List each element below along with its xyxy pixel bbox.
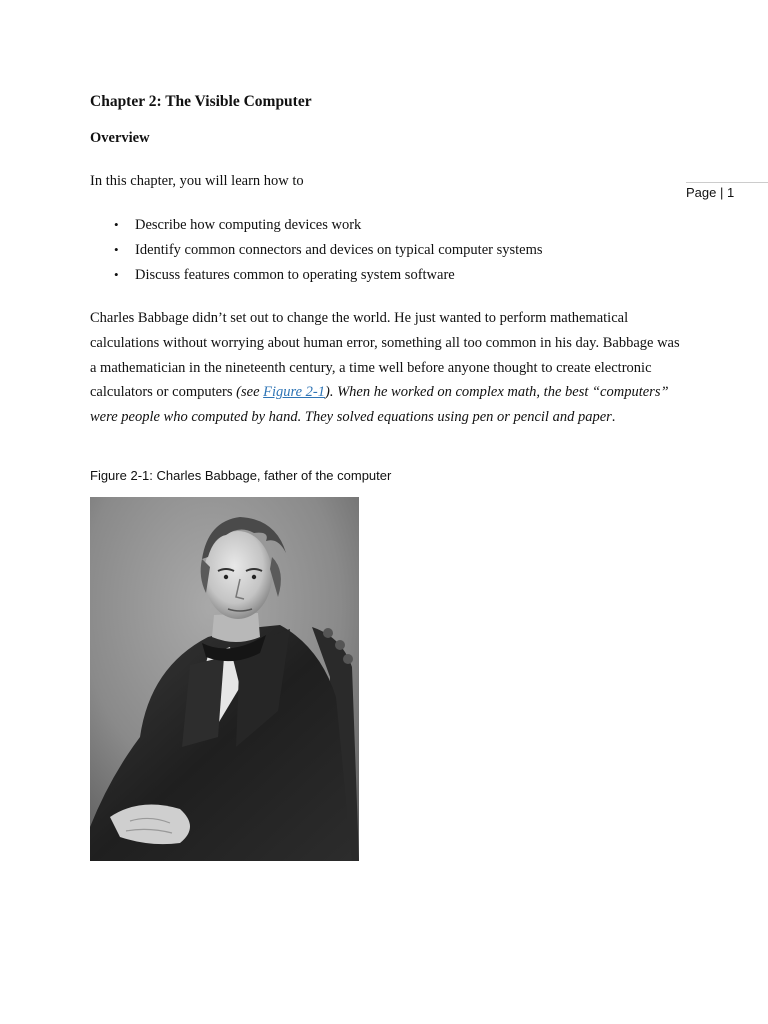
list-item-text: Identify common connectors and devices on typical computer systems (135, 242, 543, 258)
list-item-text: Describe how computing devices work (135, 217, 362, 233)
page-number: Page | 1 (686, 182, 768, 200)
paragraph-end: . (611, 409, 616, 426)
list-item (90, 214, 543, 239)
body-paragraph (90, 306, 682, 430)
chapter-title: Chapter 2: The Visible Computer (90, 93, 312, 110)
section-heading: Overview (90, 130, 150, 146)
figure-caption: Figure 2-1: Charles Babbage, father of the computer (90, 468, 392, 483)
bullet-icon: • (114, 242, 119, 257)
list-item-text: Discuss features common to operating system software (135, 267, 455, 283)
portrait-photo (90, 497, 359, 861)
list-item (90, 264, 543, 289)
bullet-icon: • (114, 217, 119, 232)
figure-link[interactable]: Figure 2-1 (263, 384, 326, 401)
paragraph-text: Charles Babbage didn’t set out to change the world. He just wanted to perform mathematical calculations without worrying about human error, something all too common in his day. Babbage was a mathematician in the nineteenth century, a time well before anyone thought to create electronic calculators or computers (90, 310, 680, 401)
list-item (90, 239, 543, 264)
see-text: (see (236, 384, 264, 401)
italic-continuation: ). When he worked on complex math, the best “computers” were people who computed by hand. They solved equations using pen or pencil and paper (90, 384, 669, 426)
bullet-list (90, 214, 543, 289)
bullet-icon: • (114, 267, 119, 282)
intro-text: In this chapter, you will learn how to (90, 173, 304, 189)
